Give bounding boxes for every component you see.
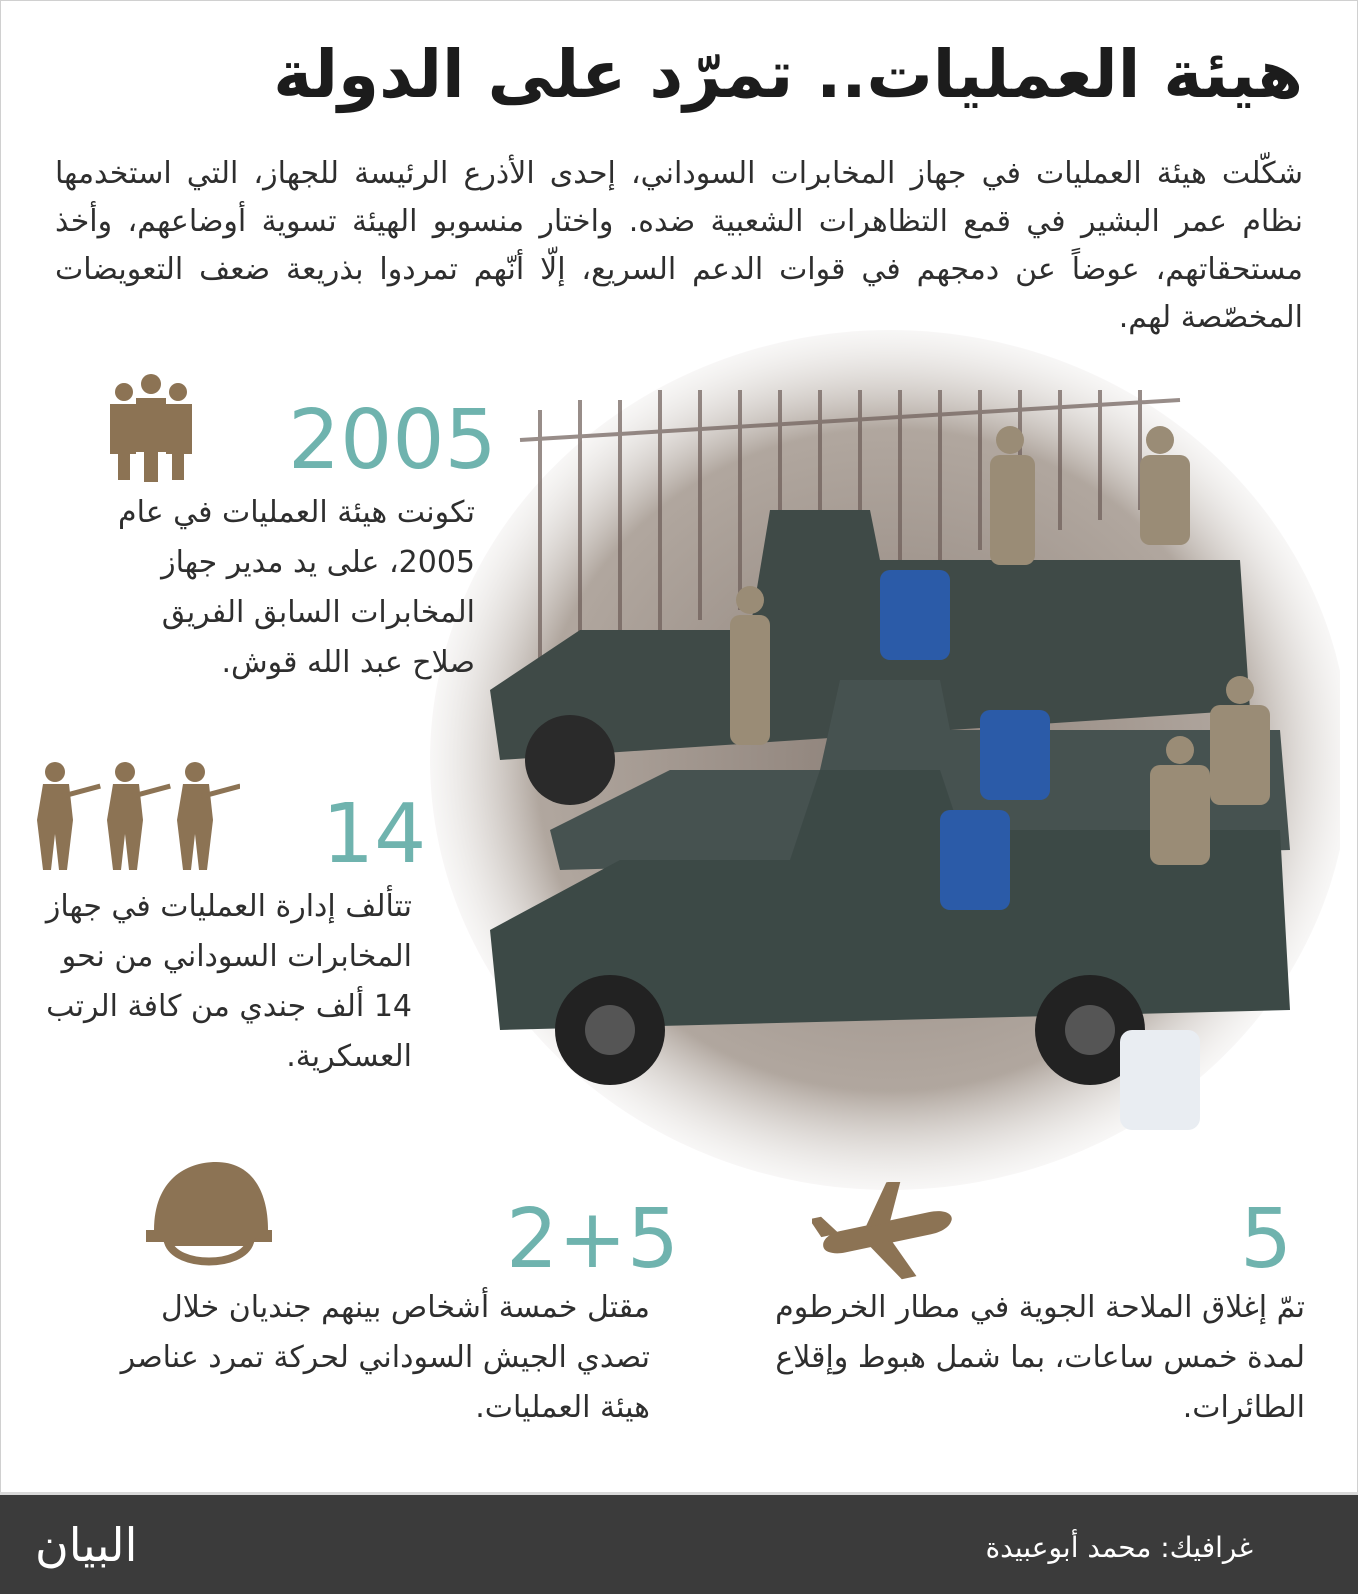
albayan-logo: البيان (35, 1518, 138, 1572)
graphic-credit: غرافيك: محمد أبوعبيدة (985, 1531, 1253, 1564)
people-group-icon (108, 372, 194, 484)
stat-2plus5-text: مقتل خمسة أشخاص بينهم جنديان خلال تصدي الجيش السوداني لحركة تمرد عناصر هيئة العمليات. (120, 1290, 650, 1425)
stat-5-text: تمّ إغلاق الملاحة الجوية في مطار الخرطوم لمدة خمس ساعات، بما شمل هبوط وإقلاع الطائرات. (775, 1290, 1305, 1425)
stat-14-number: 14 (322, 787, 427, 882)
stat-2005-number: 2005 (288, 393, 497, 488)
soldiers-icon (25, 760, 240, 872)
airplane-icon (812, 1182, 957, 1287)
intro-paragraph: شكّلت هيئة العمليات في جهاز المخابرات السوداني، إحدى الأذرع الرئيسة للجهاز، التي استخدمها نظام عمر البشير في قمع التظاهرات الشعبية ضده. واختار منسوبو الهيئة تسوية أوضاعهم، وأخذ مستحقاتهم، عوضاً عن دمجهم في قوات الدعم السريع، إلّا أنّهم تمردوا بذريعة ضعف التعويضات المخصّصة لهم. (55, 156, 1303, 335)
stat-5-number: 5 (1240, 1192, 1293, 1287)
helmet-icon (146, 1160, 272, 1272)
stat-2plus5-number: 2+5 (506, 1192, 680, 1287)
page-title: هيئة العمليات.. تمرّد على الدولة (273, 36, 1303, 113)
military-vehicles-photo (420, 330, 1340, 1210)
stat-2005-text: تكونت هيئة العمليات في عام 2005، على يد مدير جهاز المخابرات السابق الفريق صلاح عبد الله قوش. (118, 495, 475, 680)
stat-14-text: تتألف إدارة العمليات في جهاز المخابرات السوداني من نحو 14 ألف جندي من كافة الرتب العسكرية. (45, 889, 412, 1074)
